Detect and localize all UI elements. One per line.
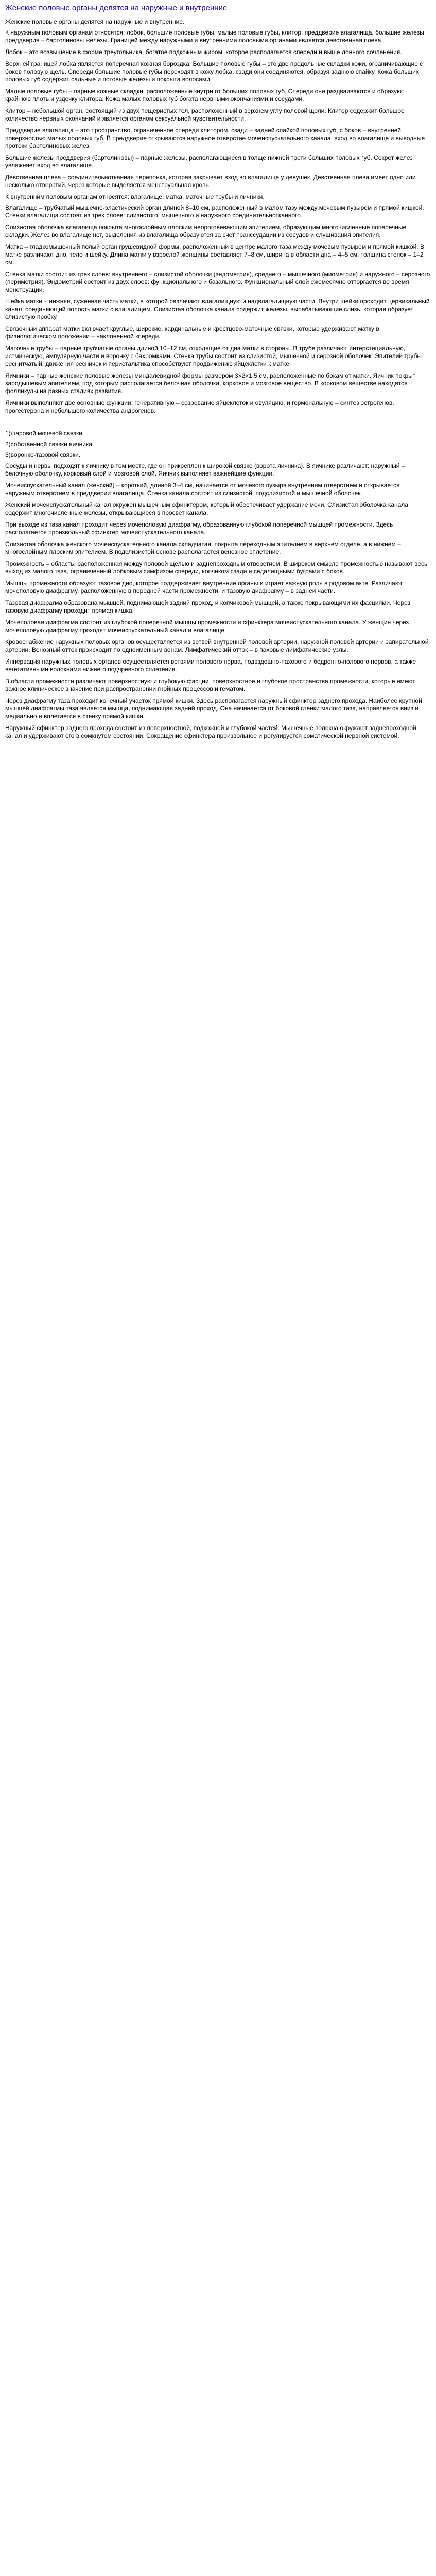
text-paragraph: Яичники – парные женские половые железы миндалевидной формы размером 3×2×1,5 см, расположенные по бокам от матки. Яичник покрыт зародышевым эпителием, под которым располагается белочная оболочка, корковое и мозговое вещество. В корковом веществе находятся фолликулы на разных стадиях развития.	[5, 372, 416, 395]
text-paragraph: Промежность – область, расположенная между половой щелью и заднепроходным отверстием. В широком смысле промежностью называют весь выход из малого таза, ограниченный лобковым симфизом спереди, копчиком сзади и седалищными буграми с боков.	[5, 560, 428, 575]
text-paragraph: Девственная плева – соединительнотканная перепонка, которая закрывает вход во влагалище у девушек. Девственная плева имеет одно или несколько отверстий, через которые выделяется менструальная кровь.	[5, 174, 416, 189]
text-paragraph: Стенка матки состоит из трех слоев: внутреннего – слизистой оболочки (эндометрия), среднего – мышечного (миометрия) и наружного – серозного (периметрия). Эндометрий состоит из двух слоев: функционального и базального. Функциональный слой ежемесячно отторгается во время менструации.	[5, 270, 430, 293]
text-paragraph: Влагалище – трубчатый мышечно-эластический орган длиной 8–10 см, расположенный в малом тазу между мочевым пузырем и прямой кишкой. Стенки влагалища состоят из трех слоев: слизистого, мышечного и наружного соединительнотканного.	[5, 204, 424, 219]
blank-line	[5, 419, 431, 427]
text-paragraph: Сосуды и нервы подходят к яичнику в том месте, где он прикреплен к широкой связке (ворота яичника). В яичнике различают: наружный – белочную оболочку, корковый слой и мозговой слой. Яичник выполняет важнейшие функции.	[5, 462, 405, 477]
text-paragraph: Яичники выполняют две основные функции: генеративную – созревание яйцеклеток и овуляцию, и гормональную – синтез эстрогенов, прогестерона и небольшого количества андрогенов.	[5, 399, 394, 414]
section-heading: 3)воронко-тазовой связки.	[5, 451, 81, 459]
text-paragraph: Верхней границей лобка является поперечная кожная бороздка. Большие половые губы – это две продольные складки кожи, ограничивающие с боков половую щель. Спереди большие половые губы переходят в кожу лобка, сзади они соединяются, образуя заднюю спайку. Кожа больших половых губ содержит сальные и потовые железы и покрыта волосами.	[5, 60, 423, 83]
document-title-link[interactable]: Женские половые органы делятся на наружные и внутренние	[5, 4, 228, 12]
text-paragraph: Мышцы промежности образуют тазовое дно, которое поддерживает внутренние органы и играет важную роль в родовом акте. Различают мочеполовую диафрагму, расположенную в передней части промежности, и тазовую диафрагму – в задней части.	[5, 580, 403, 595]
text-paragraph: Мочеполовая диафрагма состоит из глубокой поперечной мышцы промежности и сфинктера мочеиспускательного канала. У женщин через мочеполовую диафрагму проходят мочеиспускательный канал и влагалище.	[5, 619, 409, 634]
text-paragraph: Через диафрагму таза проходит конечный участок прямой кишки. Здесь располагается наружный сфинктер заднего прохода. Наиболее крупной мышцей диафрагмы таза является мышца, поднимающая задний проход. Она начинается от боковой стенки малого таза, направляется вниз и медиально и вплетается в стенку прямой кишки.	[5, 697, 422, 720]
text-paragraph: Преддверие влагалища – это пространство, ограниченное спереди клитором, сзади – задней спайкой половых губ, с боков – внутренней поверхностью малых половых губ. В преддверие открываются наружное отверстие мочеиспускательного канала, вход во влагалище и выводные протоки бартолиновых желез.	[5, 127, 425, 149]
document-body	[5, 18, 431, 740]
text-paragraph: Матка – гладкомышечный полый орган грушевидной формы, расположенный в центре малого таза между мочевым пузырем и прямой кишкой. В матке различают дно, тело и шейку. Длина матки у взрослой женщины составляет 7–8 см, ширина в области дна – 4–5 см, толщина стенок – 1–2 см.	[5, 243, 424, 266]
text-paragraph: Маточные трубы – парные трубчатые органы длиной 10–12 см, отходящие от дна матки в стороны. В трубе различают интерстициальную, истмическую, ампулярную части и воронку с бахромками. Стенка трубы состоит из слизистой, мышечной и серозной оболочек. Эпителий трубы реснитчатый; движения ресничек и перистальтика способствуют продвижению яйцеклетки к матке.	[5, 345, 422, 367]
text-paragraph: Иннервация наружных половых органов осуществляется ветвями полового нерва, подвздошно-пахового и бедренно-полового нервов, а также вегетативными волокнами нижнего подчревного сплетения.	[5, 658, 416, 673]
text-paragraph: Клитор – небольшой орган, состоящий из двух пещеристых тел, расположенный в верхнем углу половой щели. Клитор содержит большое количество нервных окончаний и является органом сексуальной чувствительности.	[5, 107, 405, 122]
text-paragraph: Слизистая оболочка влагалища покрыта многослойным плоским неороговевающим эпителием, образующим многочисленные поперечные складки. Желез во влагалище нет, выделения из влагалища образуются за счет транссудации из сосудов и слущивания эпителия.	[5, 224, 407, 239]
section-heading: К внутренним половым органам относятся: влагалище, матка, маточные трубы и яичники.	[5, 193, 265, 200]
section-heading: 1)шаровой мочевой связки.	[5, 430, 84, 437]
text-paragraph: Слизистая оболочка женского мочеиспускательного канала складчатая, покрыта переходным эпителием в верхнем отделе, а в нижнем – многослойным плоским эпителием. В подслизистой основе располагается венозное сплетение.	[5, 540, 401, 555]
text-paragraph: К наружным половым органам относятся: лобок, большие половые губы, малые половые губы, клитор, преддверие влагалища, большие железы преддверия – бартолиновы железы. Границей между наружными и внутренними половыми органами является девственная плева.	[5, 29, 424, 44]
text-paragraph: Связочный аппарат матки включает круглые, широкие, кардинальные и крестцово-маточные связки, которые удерживают матку в физиологическом положении – наклоненной кпереди.	[5, 325, 379, 340]
text-paragraph: Лобок – это возвышение в форме треугольника, богатое подкожным жиром, которое располагается спереди и выше лонного сочленения.	[5, 48, 402, 56]
section-heading: Женские половые органы делятся на наружные и внутренние.	[5, 18, 185, 25]
text-paragraph: Тазовая диафрагма образована мышцей, поднимающей задний проход, и копчиковой мышцей, а также покрывающими их фасциями. Через тазовую диафрагму проходит прямая кишка.	[5, 599, 411, 614]
text-paragraph: Шейка матки – нижняя, суженная часть матки, в которой различают влагалищную и надвлагалищную части. Внутри шейки проходит цервикальный канал, соединяющий полость матки с влагалищем. Слизистая оболочка канала содержит железы, вырабатывающие слизь, которая образует слизистую пробку.	[5, 298, 430, 320]
text-paragraph: Малые половые губы – парные кожные складки, расположенные кнутри от больших половых губ. Спереди они раздваиваются и образуют крайнюю плоть и уздечку клитора. Кожа малых половых губ богата нервными окончаниями и сосудами.	[5, 88, 405, 103]
text-paragraph: Кровоснабжение наружных половых органов осуществляется из ветвей внутренней половой артерии, наружной половой артерии и запирательной артерии. Венозный отток происходит по одноименным венам. Лимфатический отток – в паховые лимфатические узлы.	[5, 638, 429, 653]
text-paragraph: Мочеиспускательный канал (женский) – короткий, длиной 3–4 см, начинается от мочевого пузыря внутренним отверстием и открывается наружным отверстием в преддверии влагалища. Стенка канала состоит из слизистой, подслизистой и мышечной оболочек.	[5, 482, 400, 497]
section-heading: 2)собственной связки яичника.	[5, 440, 94, 448]
text-paragraph: В области промежности различают поверхностную и глубокую фасции, поверхностное и глубокое пространства промежности, которые имеют важное клиническое значение при распространении гнойных процессов и гематом.	[5, 677, 415, 692]
text-paragraph: Женский мочеиспускательный канал окружен мышечным сфинктером, который обеспечивает удержание мочи. Слизистая оболочка канала содержит многочисленные железы, открывающиеся в просвет канала.	[5, 501, 408, 516]
text-paragraph: Большие железы преддверия (бартолиновы) – парные железы, располагающиеся в толще нижней трети больших половых губ. Секрет желез увлажняет вход во влагалище.	[5, 154, 413, 169]
text-paragraph: Наружный сфинктер заднего прохода состоит из поверхностной, подкожной и глубокой частей. Мышечные волокна окружают заднепроходной канал и удерживают его в сомкнутом состоянии. Сокращение сфинктера произвольное и регулируется соматической нервной системой.	[5, 724, 416, 739]
text-paragraph: При выходе из таза канал проходит через мочеполовую диафрагму, образованную глубокой поперечной мышцей промежности. Здесь располагается произвольный сфинктер мочеиспускательного канала.	[5, 521, 393, 536]
